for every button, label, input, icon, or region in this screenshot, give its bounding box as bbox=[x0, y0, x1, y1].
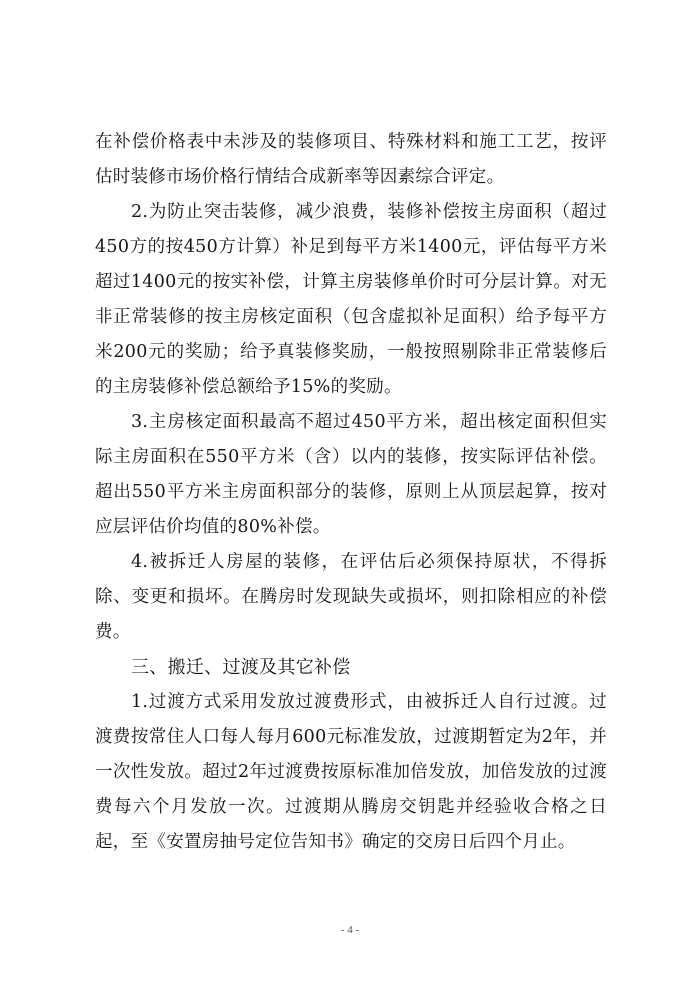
paragraph-item-2: 2.为防止突击装修，减少浪费，装修补偿按主房面积（超过450方的按450方计算）补足到每平方米1400元，评估每平方米超过1400元的按实补偿，计算主房装修单价时可分层计算。对无非正常装修的按主房核定面积（包含虚拟补足面积）给予每平方米200元的奖励；给予真装修奖励，一般按照剔除非正常装修后的主房装修补偿总额给予15%的奖励。 bbox=[95, 202, 607, 397]
paragraph-item-3: 3.主房核定面积最高不超过450平方米，超出核定面积但实际主房面积在550平方米（含）以内的装修，按实际评估补偿。超出550平方米主房面积部分的装修，原则上从顶层起算，按对应层评估价均值的80%补偿。 bbox=[95, 412, 607, 537]
section-paragraph-1: 1.过渡方式采用发放过渡费形式，由被拆迁人自行过渡。过渡费按常住人口每人每月600元标准发放，过渡期暂定为2年，并一次性发放。超过2年过渡费按原标准加倍发放，加倍发放的过渡费每六个月发放一次。过渡期从腾房交钥匙并经验收合格之日起，至《安置房抽号定位告知书》确定的交房日后四个月止。 bbox=[95, 692, 607, 852]
paragraph-item-4: 4.被拆迁人房屋的装修，在评估后必须保持原状，不得拆除、变更和损坏。在腾房时发现缺失或损坏，则扣除相应的补偿费。 bbox=[95, 552, 607, 642]
page-number: - 4 - bbox=[340, 924, 360, 936]
paragraph-continued: 在补偿价格表中未涉及的装修项目、特殊材料和施工工艺，按评估时装修市场价格行情结合成新率等因素综合评定。 bbox=[95, 132, 607, 187]
section-heading: 三、搬迁、过渡及其它补偿 bbox=[131, 657, 351, 678]
document-body bbox=[95, 125, 607, 860]
